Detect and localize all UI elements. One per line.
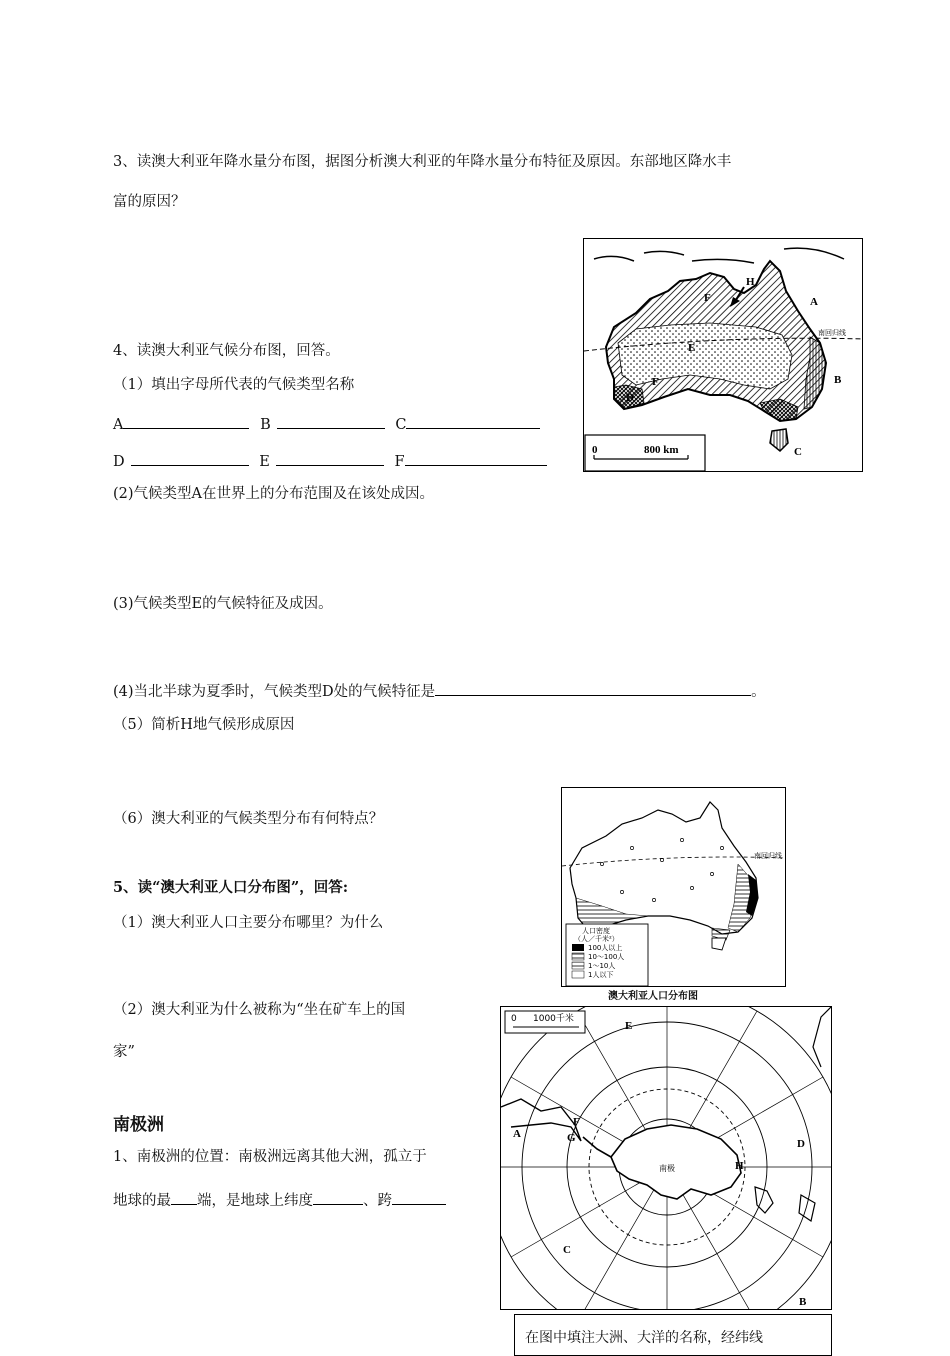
label-b: B [834, 374, 842, 386]
q5-s2-line1: （2）澳大利亚为什么被称为“坐在矿车上的国 [113, 1002, 406, 1018]
ant-label-f: F [573, 1116, 580, 1128]
ant-label-a: A [513, 1128, 521, 1140]
q3-line2: 富的原因？ [113, 194, 186, 210]
antarctica-map [500, 1006, 832, 1310]
ant-label-c: C [563, 1244, 571, 1256]
blank-e[interactable] [276, 453, 384, 466]
legend-unit: （人／千米²） [574, 935, 619, 943]
q4-s4-end: 。 [751, 684, 766, 700]
label-f-north: F [704, 292, 711, 304]
antarctica-line1: 1、南极洲的位置：南极洲远离其他大洲，孤立于 [113, 1149, 427, 1165]
antarctica-heading: 南极洲 [113, 1115, 164, 1135]
tropic-label: 南回归线 [818, 329, 846, 337]
legend-1: 100人以上 [588, 944, 623, 952]
q5-title: 5、读“澳大利亚人口分布图”，回答: [113, 879, 349, 896]
blank-a[interactable] [123, 416, 249, 429]
blank-f[interactable] [405, 453, 547, 466]
legend-4: 1人以下 [588, 971, 614, 979]
ant-label-b: B [799, 1296, 807, 1308]
q4-blank-row1 [113, 416, 540, 433]
q4-s3: (3)气候类型E的气候特征及成因。 [113, 596, 333, 612]
blank-extreme[interactable] [171, 1192, 197, 1205]
antarctica-line2-a: 地球的最 [113, 1193, 171, 1209]
australia-population-map [561, 787, 786, 987]
label-d: D [626, 392, 634, 404]
antarctica-caption-box [514, 1314, 832, 1356]
blank-span[interactable] [392, 1192, 446, 1205]
ant-scale: 1000千米 [533, 1014, 574, 1024]
q4-s2: (2)气候类型A在世界上的分布范围及在该处成因。 [113, 486, 435, 502]
ant-scale-zero: 0 [511, 1014, 517, 1024]
ant-label-g: G [567, 1132, 576, 1144]
legend-2: 10～100人 [588, 953, 625, 961]
blank-b-label: B [260, 417, 271, 433]
blank-b[interactable] [277, 416, 385, 429]
label-a: A [810, 296, 818, 308]
antarctica-line2-c: 、跨 [363, 1193, 392, 1209]
legend-3: 1～10人 [588, 962, 616, 970]
label-e: E [688, 342, 696, 354]
q5-s1: （1）澳大利亚人口主要分布哪里？为什么 [113, 915, 384, 931]
blank-d[interactable] [131, 453, 249, 466]
blank-f-label: F [394, 454, 405, 470]
q5-s2-line2: 家” [113, 1044, 135, 1060]
antarctica-line2-b: 端，是地球上纬度 [197, 1193, 313, 1209]
q4-s1: （1）填出字母所代表的气候类型名称 [113, 377, 355, 393]
blank-e-label: E [259, 454, 270, 470]
antarctica-caption: 在图中填注大洲、大洋的名称，经纬线 [525, 1330, 763, 1346]
blank-c-label: C [395, 417, 407, 433]
label-f-south: F [652, 376, 659, 388]
south-pole-label: 南极 [659, 1164, 675, 1173]
blank-latitude[interactable] [313, 1192, 363, 1205]
q4-blank-row2 [113, 453, 547, 470]
q4-s4-text: (4)当北半球为夏季时，气候类型D处的气候特征是 [113, 684, 436, 700]
ant-label-e: E [625, 1020, 633, 1032]
scale-text: 800 km [644, 444, 679, 456]
q4-title: 4、读澳大利亚气候分布图，回答。 [113, 343, 340, 359]
blank-a-label: A [113, 417, 124, 433]
scale-zero: 0 [592, 444, 598, 456]
q4-s6: （6）澳大利亚的气候类型分布有何特点？ [113, 811, 384, 827]
blank-c[interactable] [406, 416, 540, 429]
blank-d-label: D [113, 454, 125, 470]
q4-s5: （5）简析H地气候形成原因 [113, 717, 295, 733]
pop-tropic-label: 南回归线 [754, 852, 782, 860]
population-map-caption: 澳大利亚人口分布图 [608, 991, 698, 1002]
q3-line1: 3、读澳大利亚年降水量分布图，据图分析澳大利亚的年降水量分布特征及原因。东部地区降水丰 [113, 154, 732, 170]
label-h: H [746, 276, 755, 288]
legend-title: 人口密度 [582, 927, 610, 935]
ant-label-d: D [797, 1138, 805, 1150]
q4-s4 [113, 683, 766, 700]
blank-d-feature[interactable] [435, 683, 751, 696]
label-c: C [794, 446, 802, 458]
antarctica-line2 [113, 1192, 446, 1209]
ant-label-h: H [735, 1160, 744, 1172]
australia-climate-map [583, 238, 863, 472]
